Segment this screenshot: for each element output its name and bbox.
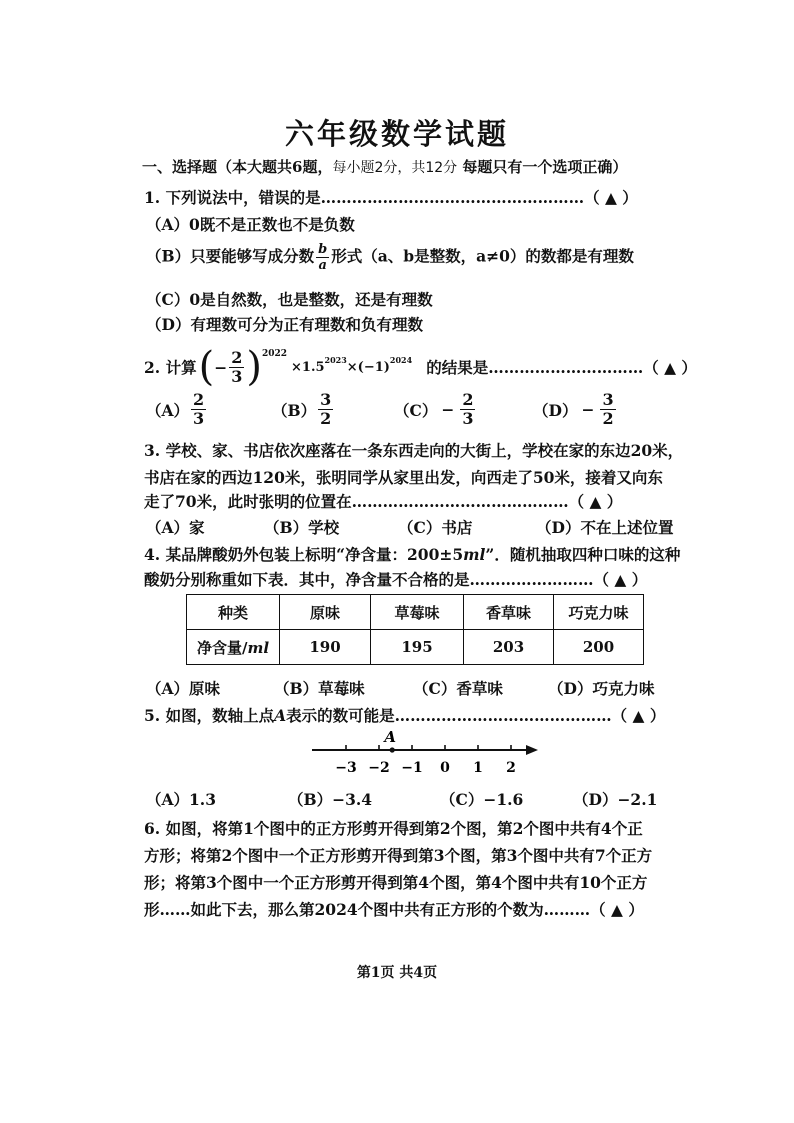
table-cell: 200 [554,630,644,665]
right-paren: ) [246,344,262,390]
exponent-2: 2023 [324,355,347,365]
question-4-option-b: （B）草莓味 [274,679,365,698]
fraction-numerator: 2 [231,347,243,367]
question-5-option-a: （A）1.3 [146,790,216,809]
question-1-option-b [146,243,634,272]
question-4-line-1-b: ”．随机抽取四种口味的这种 [485,545,681,564]
table-row [187,630,644,665]
table-cell: 203 [464,630,554,665]
point-a-label: A [384,728,397,746]
question-1-option-c: （C）0是自然数，也是整数，还是有理数 [146,290,433,309]
question-3-line-1: 3. 学校、家、书店依次座落在一条东西走向的大街上，学校在家的东边20米， [144,441,684,460]
question-5-point-label: A [274,706,287,725]
option-fraction [600,392,615,427]
question-5-stem-a: 5. 如图，数轴上点 [144,706,275,725]
question-4-option-a: （A）原味 [146,679,221,698]
table-cell: 190 [280,630,371,665]
option-fraction [318,392,333,427]
question-5-option-c: （C）−1.6 [440,790,524,809]
axis-tick-label: 1 [473,760,483,776]
question-2-suffix: 的结果是…………………………（ ▲ ） [426,358,697,377]
times-minus-one: ×(−1) [346,359,390,375]
question-4-option-c: （C）香草味 [413,679,503,698]
question-2-option-c [394,392,477,427]
net-content-table [186,594,644,665]
section-heading [142,156,627,177]
row-label-unit: ml [247,638,270,657]
question-4-line-2: 酸奶分别称重如下表．其中，净含量不合格的是……………………（ ▲ ） [144,570,648,589]
number-line-figure [300,728,550,782]
fraction-numerator: 3 [602,390,614,409]
table-header-cell: 种类 [187,595,280,630]
fraction-denominator: 3 [193,409,205,428]
question-5-option-b: （B）−3.4 [288,790,373,809]
axis-tick-label: 2 [506,760,516,776]
fraction-denominator: 3 [231,366,243,386]
question-2-option-d [533,392,618,427]
page-title: 六年级数学试题 [284,117,509,151]
table-header-cell: 香草味 [464,595,554,630]
table-header-row [187,595,644,630]
unit-ml: ml [463,545,486,564]
question-3-option-b: （B）学校 [264,518,340,537]
question-3-line-3: 走了70米，此时张明的位置在……………………………………（ ▲ ） [144,492,623,511]
axis-tick-label: −2 [368,760,390,776]
fraction-numerator: b [318,242,328,257]
row-label-text: 净含量/ [196,638,248,657]
times-one-point-five: ×1.5 [291,359,325,375]
question-4-line-1 [144,543,680,565]
axis-tick-label: −1 [401,760,423,776]
option-label: （B） [272,400,317,420]
axis-tick-label: 0 [440,760,450,776]
section-heading-handwritten: 每小题2分，共12分 [332,160,458,176]
fraction-denominator: 3 [462,409,474,428]
fraction-numerator: 2 [193,390,205,409]
question-2-stem [144,344,697,390]
question-5-option-d: （D）−2.1 [573,790,658,809]
question-1-option-b-before: （B）只要能够写成分数 [146,246,315,266]
option-fraction [191,392,206,427]
question-1-stem: 1. 下列说法中，错误的是……………………………………………（ ▲ ） [144,188,638,207]
question-1-option-b-after: 形式（a、b是整数，a≠0）的数都是有理数 [331,246,634,266]
section-heading-suffix: 每题只有一个选项正确） [462,158,628,176]
question-3-option-a: （A）家 [146,518,205,537]
question-3-line-2: 书店在家的西边120米，张明同学从家里出发，向西走了50米，接着又向东 [144,468,663,487]
question-1-option-d: （D）有理数可分为正有理数和负有理数 [146,315,423,334]
fraction-numerator: 2 [462,390,474,409]
number-line [312,728,538,776]
table-header-cell: 草莓味 [371,595,464,630]
option-sign: − [581,400,595,419]
point-a-dot [390,747,395,752]
left-paren: ( [198,344,215,390]
minus-sign: − [214,357,228,377]
question-2-option-b [272,392,335,427]
question-6-line-1: 6. 如图，将第1个图中的正方形剪开得到第2个图，第2个图中共有4个正 [144,819,643,838]
question-4-line-1-a: 4. 某品牌酸奶外包装上标明“净含量：200±5 [144,545,464,564]
fraction-two-thirds [229,347,244,386]
question-1-option-a: （A）0既不是正数也不是负数 [146,215,355,234]
exponent-1: 2022 [261,349,287,359]
question-5-stem [144,704,665,726]
table-cell: 195 [371,630,464,665]
question-4-option-d: （D）巧克力味 [548,679,655,698]
question-2-prefix: 2. 计算 [144,358,197,377]
fraction-denominator: 2 [320,409,332,428]
option-sign: − [441,400,455,419]
question-3-option-d: （D）不在上述位置 [536,518,674,537]
fraction-numerator: 3 [320,390,332,409]
question-3-option-c: （C）书店 [398,518,473,537]
option-label: （D） [533,400,578,420]
page-footer: 第1页 共4页 [356,965,438,981]
option-label: （C） [394,400,438,420]
axis-tick-label: −3 [335,760,357,776]
fraction-denominator: 2 [602,409,614,428]
exponent-3: 2024 [389,355,413,365]
question-6-line-2: 方形；将第2个图中一个正方形剪开得到第3个图，第3个图中共有7个正方 [144,846,653,865]
table-header-cell: 巧克力味 [554,595,644,630]
table-header-cell: 原味 [280,595,371,630]
question-5-stem-b: 表示的数可能是……………………………………（ ▲ ） [286,706,666,725]
section-heading-prefix: 一、选择题（本大题共6题， [142,158,333,176]
fraction-b-over-a [316,243,329,272]
question-6-line-3: 形；将第3个图中一个正方形剪开得到第4个图，第4个图中共有10个正方 [144,873,648,892]
table-row-label [187,630,280,665]
option-fraction [460,392,475,427]
option-label: （A） [146,400,190,420]
question-2-option-a [146,392,208,427]
question-6-line-4: 形……如此下去，那么第2024个图中共有正方形的个数为………（ ▲ ） [144,900,644,919]
fraction-denominator: a [318,258,327,273]
axis-arrow-icon [526,745,538,755]
